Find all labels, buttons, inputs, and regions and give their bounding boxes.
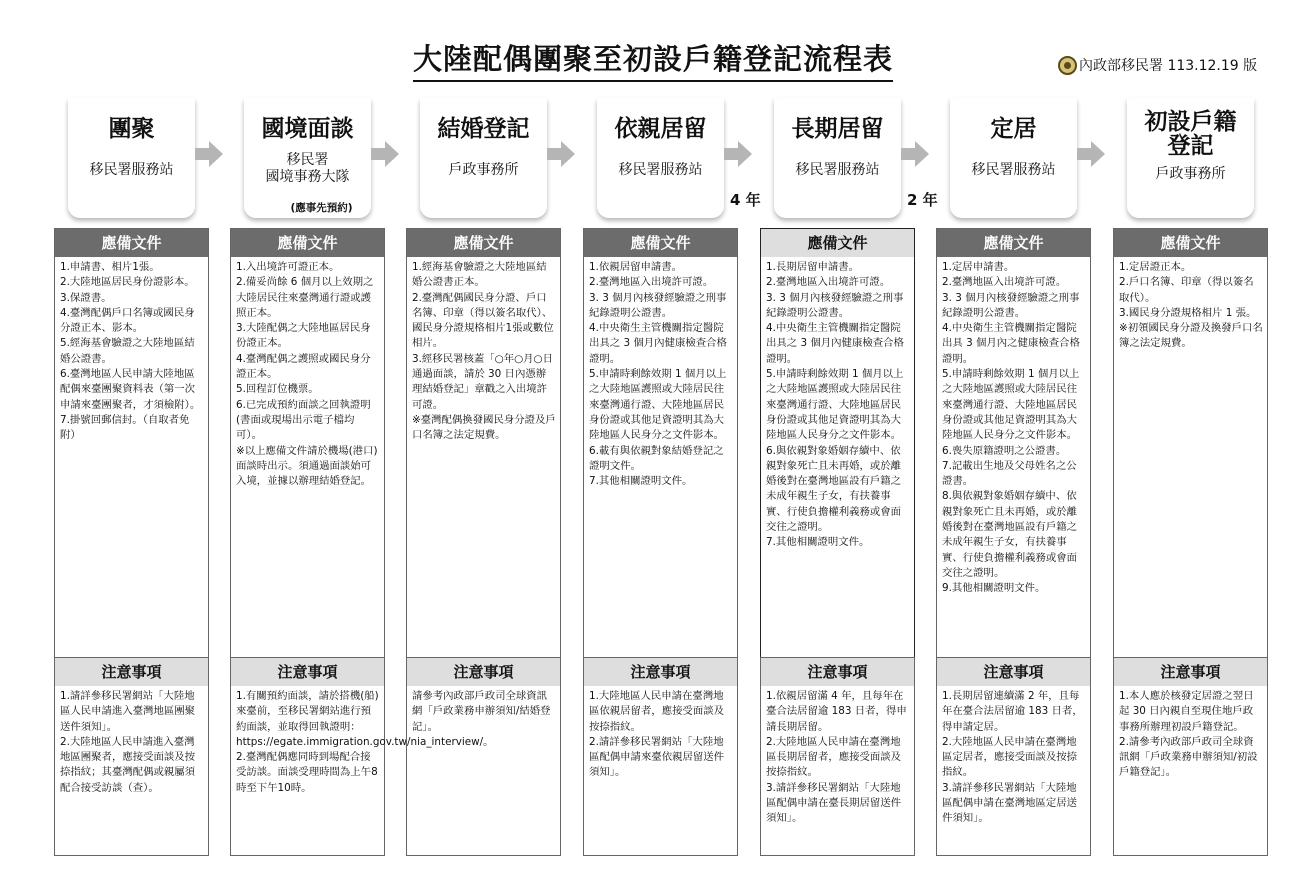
notes-header: 注意事項 [584,658,737,686]
list-item: ※臺灣配偶換發國民身分證及戶口名簿之法定規費。 [412,413,556,442]
list-item: 7.記載出生地及父母姓名之公證書。 [942,459,1077,488]
list-item: 6.臺灣地區人民申請大陸地區配偶來臺團聚資料表（第一次申請來臺團聚者，才須檢附）。 [60,368,201,411]
stage-name: 依親居留 [614,116,707,142]
stage-name: 國境面談 [261,116,354,142]
notes-list [584,686,737,781]
required-documents-header: 應備文件 [1114,229,1267,257]
list-item: ※初領國民身分證及換發戶口名簿之法定規費。 [1119,322,1263,350]
stage-card [597,98,724,218]
list-item: 5.經海基會驗證之大陸地區結婚公證書。 [60,337,195,365]
list-item: 2.備妥尚餘 6 個月以上效期之大陸居民往來臺灣通行證或護照正本。 [236,276,374,319]
year-gap-label: 2 年 [907,191,938,209]
stage-name: 團聚 [108,116,155,142]
notes-box [54,657,209,856]
notes-list [761,686,914,827]
notes-header: 注意事項 [761,658,914,686]
list-item: 1.定居證正本。 [1119,261,1192,273]
list-item: 4.中央衛生主管機關指定醫院出具之 3 個月內健康檢查合格證明。 [589,322,727,365]
list-item: 7.其他相關證明文件。 [766,536,870,549]
notes-list [937,686,1090,827]
flow-arrow-icon [724,141,752,167]
list-item: 3.請詳參移民署網站「大陸地區配偶申請在臺長期居留送件須知」。 [766,781,902,825]
required-documents-header: 應備文件 [407,229,560,257]
flow-arrow-icon [547,141,575,167]
list-item: 2.大陸地區人民申請進入臺灣地區團聚者，應接受面談及按捺指紋；其臺灣配偶或親屬須配合接受訪談（查）。 [60,735,196,794]
list-item: 6.喪失原籍證明之公證書。 [942,444,1067,457]
required-documents-header: 應備文件 [937,229,1090,257]
flow-arrow-icon [1077,141,1105,167]
required-documents-box [54,228,209,658]
stage-card [420,98,547,218]
list-item: 2.大陸地區人民申請在臺灣地區長期居留者，應接受面談及按捺指紋。 [766,735,902,779]
required-documents-box [230,228,385,658]
list-item: ※以上應備文件請於機場(港口)面談時出示。須通過面談始可入境，並據以辦理結婚登記。 [236,444,378,488]
required-documents-list [55,257,208,444]
stage-card [950,98,1077,218]
list-item: 1.經海基會驗證之大陸地區結婚公證書正本。 [412,261,547,289]
list-item: 3. 3 個月內核發經驗證之刑事紀錄證明公證書。 [589,291,727,319]
notes-box [406,657,561,856]
list-item: 3.大陸配偶之大陸地區居民身份證正本。 [236,322,371,350]
list-item: 1.定居申請書。 [942,261,1015,273]
list-item: 2.臺灣地區入出境許可證。 [942,276,1067,289]
list-item: 4.臺灣配偶之護照或國民身分證正本。 [236,352,371,381]
stage-card [774,98,901,218]
list-item: 1.依親居留滿 4 年，且每年在臺合法居留逾 183 日者，得申請長期居留。 [766,690,907,733]
notes-box [1113,657,1268,856]
list-item: 4.中央衛生主管機關指定醫院出具之 3 個月內健康檢查合格證明。 [766,322,904,365]
list-item: 1.有關預約面談，請於搭機(船)來臺前，至移民署網站進行預約面談，並取得回執證明：https://egate.immigration.gov.tw/nia_interview/。 [236,690,494,748]
notes-list [1114,686,1267,781]
notes-box [936,657,1091,856]
required-documents-box [936,228,1091,658]
notes-header: 注意事項 [55,658,208,686]
stage-card [68,98,195,218]
notes-header: 注意事項 [1114,658,1267,686]
list-item: 4.中央衛生主管機關指定醫院出具 3 個月內之健康檢查合格證明。 [942,322,1080,365]
list-item: 1.請詳參移民署網站「大陸地區人民申請進入臺灣地區團聚送件須知」。 [60,690,196,733]
notes-box [760,657,915,856]
notes-box [583,657,738,856]
list-item: 1.申請書、相片1張。 [60,261,160,273]
list-item: 6.載有與依親對象結婚登記之證明文件。 [589,444,724,472]
list-item: 7.其他相關證明文件。 [589,475,693,488]
flow-arrow-icon [901,141,929,167]
list-item: 8.與依親對象婚姻存續中、依親對象死亡且未再婚，或於離婚後對在臺灣地區設有戶籍之未成年親生子女，有扶養事實、行使負擔權利義務或會面交往之證明。 [942,490,1078,579]
agency-version [1058,55,1257,75]
list-item: 3.經移民署核蓋「○年○月○日通過面談，請於 30 日內憑辦理結婚登記」章戳之入出境許可證。 [412,352,554,411]
list-item: 6.已完成預約面談之回執證明(書面或現場出示電子檔均可）。 [236,398,371,442]
list-item: 請參考內政部戶政司全球資訊網「戶政業務申辦須知/結婚登記」。 [412,690,551,733]
ministry-seal-icon [1058,56,1077,75]
stage-office: 移民署服務站 [89,162,174,178]
list-item: 2.臺灣地區入出境許可證。 [766,276,891,289]
list-item: 3. 3 個月內核發經驗證之刑事紀錄證明公證書。 [942,291,1080,319]
flow-arrow-icon [195,141,223,167]
notes-header: 注意事項 [231,658,384,686]
stage-office: 戶政事務所 [448,162,519,178]
list-item: 1.依親居留申請書。 [589,261,683,273]
required-documents-header: 應備文件 [231,229,384,257]
notes-header: 注意事項 [407,658,560,686]
list-item: 2.戶口名簿、印章（得以簽名取代）。 [1119,276,1254,304]
list-item: 9.其他相關證明文件。 [942,582,1046,595]
required-documents-list [231,257,384,489]
list-item: 5.申請時剩餘效期 1 個月以上之大陸地區護照或大陸居民往來臺灣通行證、大陸地區居民身份證或其他足資證明其為大陸地區人民身分之文件影本。 [589,368,727,442]
stage-name: 定居 [990,116,1037,142]
stage-name: 結婚登記 [437,116,530,142]
list-item: 2.請參考內政部戶政司全球資訊網「戶政業務申辦須知/初設戶籍登記」。 [1119,735,1258,779]
notes-header: 注意事項 [937,658,1090,686]
list-item: 5.回程訂位機票。 [236,383,319,396]
page-title: 大陸配偶團聚至初設戶籍登記流程表 [413,40,893,82]
required-documents-list [407,257,560,444]
required-documents-list [761,257,914,551]
required-documents-header: 應備文件 [55,229,208,257]
required-documents-box [583,228,738,658]
stage-office: 移民署服務站 [618,162,703,178]
list-item: 1.大陸地區人民申請在臺灣地區依親居留者，應接受面談及按捺指紋。 [589,690,725,733]
list-item: 4.臺灣配偶戶口名簿或國民身分證正本、影本。 [60,306,195,335]
list-item: 3.保證書。 [60,291,112,304]
required-documents-box [406,228,561,658]
list-item: 1.長期居留申請書。 [766,261,860,273]
list-item: 2.臺灣地區入出境許可證。 [589,276,714,289]
stage-card [244,98,371,218]
list-item: 2.大陸地區人民申請在臺灣地區定居者，應接受面談及按捺指紋。 [942,735,1078,779]
required-documents-header: 應備文件 [761,229,914,257]
list-item: 3. 3 個月內核發經驗證之刑事紀錄證明公證書。 [766,291,904,319]
list-item: 5.申請時剩餘效期 1 個月以上之大陸地區護照或大陸居民往來臺灣通行證、大陸地區居民身份證或其他足資證明其為大陸地區人民身分之文件影本。 [766,368,904,442]
required-documents-box [1113,228,1268,658]
year-gap-label: 4 年 [730,191,761,209]
required-documents-box [760,228,915,658]
stage-office: 移民署服務站 [971,162,1056,178]
list-item: 2.臺灣配偶國民身分證、戶口名簿、印章（得以簽名取代）、國民身分證規格相片1張或數位相片。 [412,291,554,350]
agency-version-text: 內政部移民署 113.12.19 版 [1079,58,1258,74]
list-item: 5.申請時剩餘效期 1 個月以上之大陸地區護照或大陸居民往來臺灣通行證、大陸地區居民身份證或其他足資證明其為大陸地區人民身分之文件影本。 [942,368,1080,442]
required-documents-list [584,257,737,489]
stage-office: 戶政事務所 [1155,166,1226,182]
stage-name: 初設戶籍登記 [1144,109,1237,159]
notes-list [55,686,208,796]
list-item: 6.與依親對象婚姻存續中、依親對象死亡且未再婚，或於離婚後對在臺灣地區設有戶籍之未成年親生子女，有扶養事實、行使負擔權利義務或會面交往之證明。 [766,444,902,534]
appointment-note: (應事先預約) [290,202,353,214]
list-item: 2.臺灣配偶應同時到場配合接受訪談。面談受理時間為上午8時至下午10時。 [236,751,378,794]
required-documents-list [1114,257,1267,352]
list-item: 3.請詳參移民署網站「大陸地區配偶申請在臺灣地區定居送件須知」。 [942,781,1078,825]
stage-name: 長期居留 [791,116,884,142]
list-item: 1.長期居留連續滿 2 年，且每年在臺合法居留逾 183 日者，得申請定居。 [942,690,1083,733]
flow-arrow-icon [371,141,399,167]
required-documents-list [937,257,1090,597]
list-item: 3.國民身分證規格相片 1 張。 [1119,306,1257,319]
list-item: 2.大陸地區居民身份證影本。 [60,276,195,289]
stage-card [1127,98,1254,218]
list-item: 1.本人應於核發定居證之翌日起 30 日內親自至現住地戶政事務所辦理初設戶籍登記。 [1119,690,1254,733]
notes-list [407,686,560,735]
required-documents-header: 應備文件 [584,229,737,257]
stage-office: 移民署服務站 [795,162,880,178]
list-item: 1.入出境許可證正本。 [236,261,340,273]
list-item: 7.掛號回郵信封。（自取者免附） [60,413,190,442]
list-item: 2.請詳參移民署網站「大陸地區配偶申請來臺依親居留送件須知」。 [589,735,725,779]
stage-office: 移民署 國境事務大隊 [265,152,350,185]
